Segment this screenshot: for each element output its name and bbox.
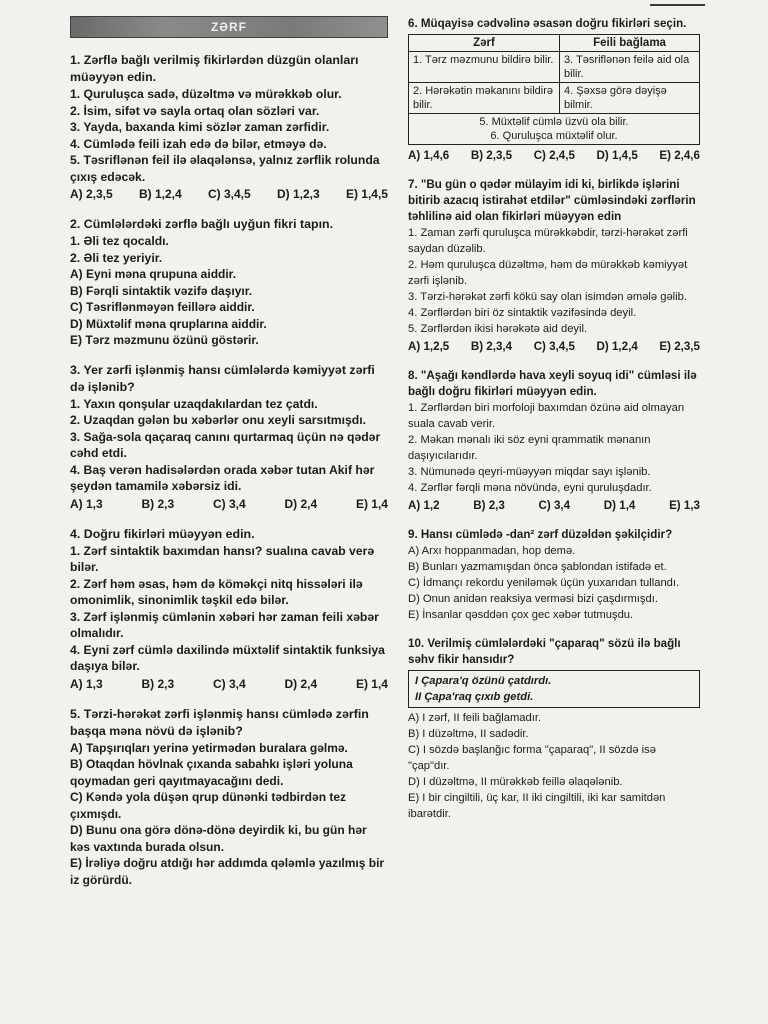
question-stem: 4. Doğru fikirləri müəyyən edin. bbox=[70, 526, 255, 541]
sentence: II Çapa'raq çıxıb getdi. bbox=[415, 691, 534, 703]
question-stem: 7. "Bu gün o qədər mülayim idi ki, birlikdə işlərini bitirib azacıq istirahət etdilər" cümləsindəki zərflərin təhlilinə aid olan fikirləri müəyyən edin bbox=[408, 178, 696, 223]
statement: 2. Zərf həm əsas, həm də köməkçi nitq hissələri ilə omonimlik, sinonimlik təşkil edə bilər. bbox=[70, 576, 363, 607]
question-7 bbox=[408, 177, 700, 355]
shared-statement: 5. Müxtəlif cümlə üzvü ola bilir. bbox=[479, 116, 629, 128]
answer-option-c[interactable]: C) 3,4 bbox=[212, 676, 246, 691]
answer-option-d[interactable]: D) 2,4 bbox=[284, 676, 318, 691]
answer-option-b[interactable]: B) 1,2,4 bbox=[138, 187, 182, 201]
question-5 bbox=[70, 706, 388, 889]
answer-option-a[interactable]: A) 2,3,5 bbox=[70, 187, 113, 201]
answer-option-a[interactable]: A) I zərf, II feili bağlamadır. bbox=[408, 712, 542, 724]
comparison-table bbox=[408, 34, 700, 145]
statement: 1. Zaman zərfi quruluşca mürəkkəbdir, tərzi-hərəkət zərfi saydan düzəlib. bbox=[408, 227, 688, 255]
question-stem: 9. Hansı cümlədə -dan² zərf düzəldən şəkilçidir? bbox=[408, 528, 673, 541]
answer-option-d[interactable]: D) Bunu ona görə dönə-dönə deyirdik ki, bu gün hər kəs vaxtında burada olsun. bbox=[70, 823, 367, 854]
answer-options bbox=[408, 497, 700, 514]
question-stem: 6. Müqayisə cədvəlinə əsasən doğru fikirləri seçin. bbox=[408, 17, 687, 30]
question-6 bbox=[408, 16, 700, 164]
answer-options bbox=[70, 496, 388, 513]
answer-option-a[interactable]: A) 1,3 bbox=[70, 676, 103, 691]
answer-option-a[interactable]: A) 1,2,5 bbox=[408, 340, 450, 353]
answer-option-b[interactable]: B) I düzəltmə, II sadədir. bbox=[408, 728, 529, 740]
answer-option-e[interactable]: E) 1,3 bbox=[669, 499, 700, 512]
table-cell: 1. Tərz məzmunu bildirə bilir. bbox=[409, 52, 560, 83]
answer-option-b[interactable]: B) Bunları yazmamışdan öncə şablondan istifadə et. bbox=[408, 561, 667, 573]
answer-option-d[interactable]: D) Onun anidən reaksiya verməsi bizi çaşdırmışdı. bbox=[408, 593, 658, 605]
table-cell: 4. Şəxsə görə dəyişə bilmir. bbox=[560, 83, 700, 114]
statement: 2. Məkan mənalı iki söz eyni qrammatik mənanın daşıyıcılarıdır. bbox=[408, 434, 651, 462]
statement: 3. Nümunədə qeyri-müəyyən miqdar sayı işlənib. bbox=[408, 466, 651, 478]
answer-option-d[interactable]: D) I düzəltmə, II mürəkkəb feillə əlaqələnib. bbox=[408, 776, 623, 788]
table-header-participle: Feili bağlama bbox=[560, 35, 700, 52]
answer-option-d[interactable]: D) 1,2,4 bbox=[596, 340, 638, 353]
answer-option-b[interactable]: B) Otaqdan hövlnak çıxanda sabahkı işləri yoluna qoymadan geri qayıtmayacağını dedi. bbox=[70, 757, 353, 788]
question-9 bbox=[408, 527, 700, 623]
question-10 bbox=[408, 636, 700, 822]
answer-option-c[interactable]: C) 2,4,5 bbox=[533, 149, 575, 162]
question-3 bbox=[70, 362, 388, 513]
section-header bbox=[70, 16, 388, 38]
left-column bbox=[70, 16, 388, 901]
statement: 4. Zərflərdən biri öz sintaktik vəzifəsində deyil. bbox=[408, 307, 637, 319]
top-rule bbox=[650, 4, 705, 6]
sentence-box bbox=[408, 670, 700, 708]
sentence: 1. Əli tez qocaldı. bbox=[70, 234, 169, 248]
statement: 5. Zərflərdən ikisi hərəkətə aid deyil. bbox=[408, 323, 588, 335]
statement: 4. Zərflər fərqli məna növündə, eyni quruluşdadır. bbox=[408, 482, 652, 494]
answer-option-d[interactable]: D) 1,2,3 bbox=[276, 187, 320, 201]
answer-option-b[interactable]: B) 2,3 bbox=[473, 499, 505, 512]
question-2 bbox=[70, 216, 388, 349]
table-cell: 3. Təsriflənən feilə aid ola bilir. bbox=[560, 52, 700, 83]
statement: 1. Zərf sintaktik baxımdan hansı? sualına cavab verə bilər. bbox=[70, 543, 375, 574]
answer-option-c[interactable]: C) Təsriflənməyən feillərə aiddir. bbox=[70, 300, 255, 314]
statement: 5. Təsriflənən feil ilə əlaqələnsə, yalnız zərflik rolunda çıxış edəcək. bbox=[70, 153, 380, 184]
statement: 3. Zərf işlənmiş cümlənin xəbəri hər zaman feili xəbər olmalıdır. bbox=[70, 609, 379, 640]
statement: 3. Tərzi-hərəkət zərfi kökü say olan isimdən əmələ gəlib. bbox=[408, 291, 687, 303]
answer-option-d[interactable]: D) 1,4,5 bbox=[596, 149, 638, 162]
question-stem: 5. Tərzi-hərəkət zərfi işlənmiş hansı cümlədə zərfin başqa məna növü də işlənib? bbox=[70, 706, 369, 738]
answer-option-c[interactable]: C) İdmançı rekordu yeniləmək üçün yuxarıdan tullandı. bbox=[408, 577, 680, 589]
sentence: I Çapara'q özünü çatdırdı. bbox=[415, 675, 552, 687]
answer-option-b[interactable]: B) 2,3,4 bbox=[470, 340, 513, 353]
statement: 4. Eyni zərf cümlə daxilində müxtəlif sintaktik funksiya daşıya bilər. bbox=[70, 642, 385, 673]
answer-option-a[interactable]: A) Tapşırıqları yerinə yetirmədən buralara gəlmə. bbox=[70, 740, 348, 755]
answer-option-e[interactable]: E) İrəliyə doğru atdığı hər addımda qələmlə yazılmış bir iz görürdü. bbox=[70, 856, 385, 887]
answer-option-b[interactable]: B) 2,3 bbox=[141, 676, 175, 691]
statement: 2. Həm quruluşca düzəltmə, həm də mürəkkəb kəmiyyət zərfi işlənib. bbox=[408, 259, 688, 287]
statement: 2. İsim, sifət və sayla ortaq olan sözləri var. bbox=[70, 103, 320, 118]
answer-option-c[interactable]: C) 3,4 bbox=[212, 496, 246, 511]
question-8 bbox=[408, 368, 700, 514]
statement: 1. Yaxın qonşular uzaqdakılardan tez çatdı. bbox=[70, 396, 318, 411]
answer-option-e[interactable]: E) 1,4 bbox=[355, 496, 388, 511]
answer-option-a[interactable]: A) 1,2 bbox=[408, 499, 440, 512]
answer-option-e[interactable]: E) 2,4,6 bbox=[659, 149, 700, 162]
answer-option-c[interactable]: C) I sözdə başlanğıc forma "çaparaq", II sözdə isə "çap"dır. bbox=[408, 744, 656, 772]
answer-option-b[interactable]: B) 2,3,5 bbox=[470, 149, 513, 162]
question-4 bbox=[70, 526, 388, 693]
statement: 3. Sağa-sola qaçaraq canını qurtarmaq üçün nə qədər cəhd etdi. bbox=[70, 429, 381, 460]
question-stem: 3. Yer zərfi işlənmiş hansı cümlələrdə kəmiyyət zərfi də işlənib? bbox=[70, 362, 375, 394]
table-header-adverb: Zərf bbox=[409, 35, 560, 52]
answer-option-d[interactable]: D) 1,4 bbox=[603, 499, 636, 512]
answer-option-d[interactable]: D) Müxtəlif məna qruplarına aiddir. bbox=[70, 316, 267, 331]
answer-option-b[interactable]: B) Fərqli sintaktik vəzifə daşıyır. bbox=[70, 283, 253, 298]
question-stem: 1. Zərflə bağlı verilmiş fikirlərdən düzgün olanları müəyyən edin. bbox=[70, 53, 359, 84]
sentence: 2. Əli tez yeriyir. bbox=[70, 250, 163, 265]
answer-option-e[interactable]: E) 1,4 bbox=[355, 676, 388, 691]
statement: 3. Yayda, baxanda kimi sözlər zaman zərfidir. bbox=[70, 120, 330, 134]
question-stem: 2. Cümlələrdəki zərflə bağlı uyğun fikri tapın. bbox=[70, 217, 334, 231]
answer-option-d[interactable]: D) 2,4 bbox=[284, 496, 318, 511]
section-title: ZƏRF bbox=[210, 20, 248, 34]
answer-option-e[interactable]: E) 2,3,5 bbox=[659, 340, 700, 353]
answer-options bbox=[408, 147, 700, 164]
answer-option-a[interactable]: A) 1,4,6 bbox=[408, 149, 450, 162]
answer-option-e[interactable]: E) 1,4,5 bbox=[345, 187, 388, 201]
answer-option-c[interactable]: C) 3,4,5 bbox=[207, 187, 251, 201]
statement: 4. Baş verən hadisələrdən orada xəbər tutan Akif hər şeydən tamamilə xəbərsiz idi. bbox=[70, 462, 375, 493]
answer-option-c[interactable]: C) 3,4 bbox=[538, 499, 571, 512]
answer-option-a[interactable]: A) Eyni məna qrupuna aiddir. bbox=[70, 267, 237, 281]
answer-option-a[interactable]: A) Arxı hoppanmadan, hop demə. bbox=[408, 545, 576, 557]
answer-option-c[interactable]: C) Kəndə yola düşən qrup dünənki tədbirdən tez çıxmışdı. bbox=[70, 790, 347, 821]
table-shared-cell bbox=[409, 114, 700, 145]
answer-option-e[interactable]: E) Tərz məzmunu özünü göstərir. bbox=[70, 333, 259, 347]
right-column bbox=[408, 16, 700, 835]
answer-option-a[interactable]: A) 1,3 bbox=[70, 496, 103, 511]
question-stem: 10. Verilmiş cümlələrdəki "çaparaq" sözü ilə bağlı səhv fikir hansıdır? bbox=[408, 637, 681, 666]
answer-option-c[interactable]: C) 3,4,5 bbox=[533, 340, 575, 353]
shared-statement: 6. Quruluşca müxtəlif olur. bbox=[490, 130, 618, 142]
answer-options bbox=[70, 676, 388, 693]
table-cell: 2. Hərəkətin məkanını bildirə bilir. bbox=[409, 83, 560, 114]
answer-options bbox=[70, 186, 388, 203]
statement: 2. Uzaqdan gələn bu xəbərlər onu xeyli sarsıtmışdı. bbox=[70, 413, 366, 427]
answer-options bbox=[408, 338, 700, 355]
statement: 1. Zərflərdən biri morfoloji baxımdan özünə aid olmayan suala cavab verir. bbox=[408, 402, 685, 430]
answer-option-e[interactable]: E) İnsanlar qəsddən çox gec xəbər tutmuşdu. bbox=[408, 609, 634, 621]
question-1 bbox=[70, 52, 388, 203]
statement: 4. Cümlədə feili izah edə də bilər, etməyə də. bbox=[70, 136, 327, 151]
answer-option-b[interactable]: B) 2,3 bbox=[141, 496, 175, 511]
statement: 1. Quruluşca sadə, düzəltmə və mürəkkəb olur. bbox=[70, 87, 342, 101]
question-stem: 8. "Aşağı kəndlərdə hava xeyli soyuq idi" cümləsi ilə bağlı doğru fikirləri müəyyən edin. bbox=[408, 369, 697, 398]
answer-option-e[interactable]: E) I bir cingiltili, üç kar, II iki cingiltili, iki kar samitdən ibarətdir. bbox=[408, 792, 666, 820]
